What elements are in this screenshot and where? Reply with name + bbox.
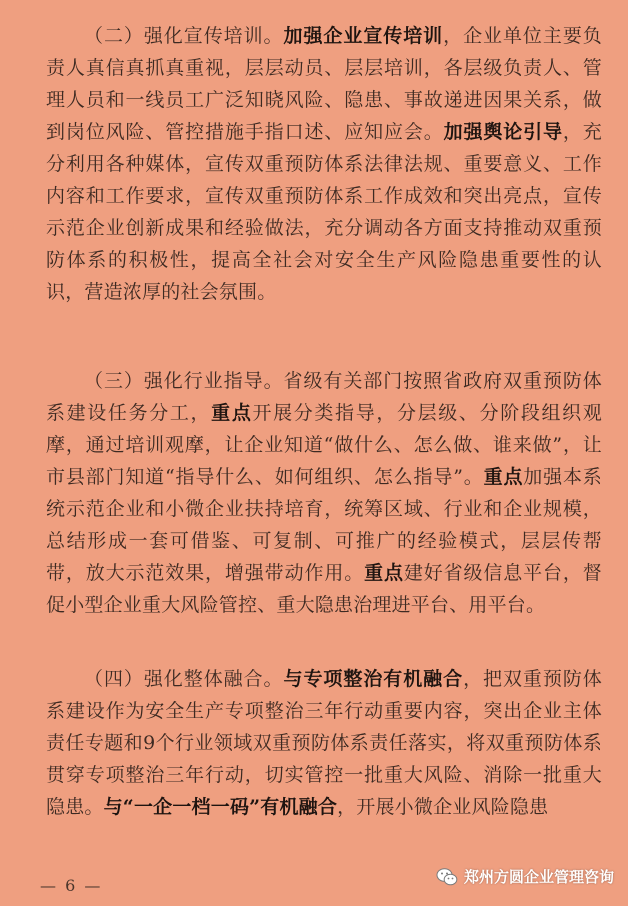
text-run: 加强本系统示范企业和小微企业扶持培育，统筹区域、行业和企业规模，总结形成一套可借鉴、可复制、可推广的经验模式，层层传帮带，放大示范效果，增强带动作用。 xyxy=(46,466,602,584)
text-run: ，企业单位主要负责人真信真抓真重视，层层动员、层层培训，各层级负责人、管理人员和一线员工广泛知晓风险、隐患、事故递进因果关系，做到岗位风险、管控措施手指口述、应知应会。 xyxy=(46,25,602,143)
text-run: ，充分利用各种媒体，宣传双重预防体系法律法规、重要意义、工作内容和工作要求，宣传双重预防体系工作成效和突出亮点，宣传示范企业创新成果和经验做法，充分调动各方面支持推动双重预防体系的积极性，提高全社会对安全生产风险隐患重要性的认识，营造浓厚的社会氛围。 xyxy=(46,121,603,303)
paragraph-industry-guidance xyxy=(46,365,602,621)
text-run: （四）强化整体融合。 xyxy=(84,668,284,690)
page-number: — 6 — xyxy=(40,876,103,895)
brand-watermark xyxy=(436,866,614,887)
bold-phrase: 重点 xyxy=(483,466,524,488)
paragraph-overall-integration xyxy=(46,663,602,823)
bold-phrase: 重点 xyxy=(211,402,253,424)
bold-phrase: 与“一企一档一码”有机融合 xyxy=(103,796,338,818)
text-run: 开展分类指导，分层级、分阶段组织观摩，通过培训观摩，让企业知道“做什么、怎么做、谁来做”，让市县部门知道“指导什么、如何组织、怎么指导”。 xyxy=(46,402,602,488)
text-run: ，把双重预防体系建设作为安全生产专项整治三年行动重要内容，突出企业主体责任专题和9个行业领域双重预防体系责任落实，将双重预防体系贯穿专项整治三年行动，切实管控一批重大风险、消除一批重大隐患。 xyxy=(46,668,602,818)
paragraph-publicity-training xyxy=(46,20,602,308)
bold-phrase: 重点 xyxy=(364,562,404,584)
brand-name: 郑州方圆企业管理咨询 xyxy=(464,868,615,886)
text-run: ，开展小微企业风险隐患 xyxy=(337,796,549,818)
text-run: 建好省级信息平台，督促小型企业重大风险管控、重大隐患治理进平台、用平台。 xyxy=(46,562,602,616)
wechat-icon xyxy=(436,867,458,887)
text-run: （二）强化宣传培训。 xyxy=(84,25,284,47)
bold-phrase: 与专项整治有机融合 xyxy=(283,668,464,690)
bold-phrase: 加强企业宣传培训 xyxy=(283,25,444,47)
text-run: （三）强化行业指导。省级有关部门按照省政府双重预防体系建设任务分工， xyxy=(46,370,602,424)
bold-phrase: 加强舆论引导 xyxy=(443,121,563,143)
